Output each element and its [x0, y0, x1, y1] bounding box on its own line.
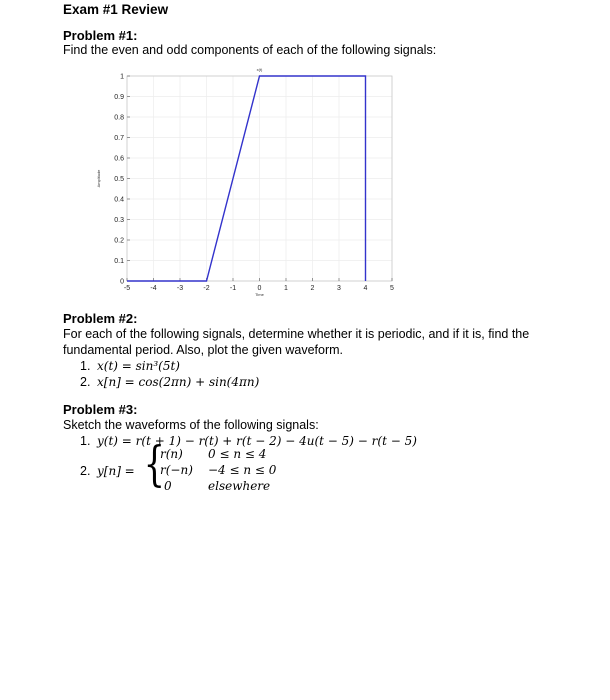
x-tick-label: 3	[337, 285, 341, 292]
x-tick-label: 2	[310, 285, 315, 292]
case-value: 0	[164, 479, 172, 493]
case-condition: −4 ≤ n ≤ 0	[208, 463, 277, 477]
math-expression: x(t) = sin³(5t)	[97, 359, 180, 373]
document-title: Exam #1 Review	[63, 2, 169, 17]
x-tick-label: 0	[257, 285, 262, 292]
y-tick-label: 0.9	[114, 94, 124, 101]
chart-title: x(t)	[256, 67, 263, 72]
x-tick-label: -4	[150, 285, 157, 292]
chart-x-label: Time	[255, 292, 264, 297]
case-value: r(−n)	[160, 463, 193, 477]
math-expression: x[n] = cos(2πn) + sin(4πn)	[97, 375, 260, 389]
y-tick-label: 0	[120, 278, 124, 286]
y-tick-label: 0.4	[114, 196, 124, 204]
y-tick-label: 0.5	[114, 176, 124, 183]
piecewise-lhs: y[n] =	[97, 464, 135, 478]
x-tick-label: -5	[123, 285, 131, 292]
problem3-text: Sketch the waveforms of the following signals:	[63, 418, 319, 432]
y-tick-label: 1	[120, 73, 124, 81]
x-tick-label: -1	[229, 285, 237, 292]
signal-chart	[92, 60, 412, 300]
y-tick-label: 0.1	[114, 258, 124, 265]
y-tick-label: 0.3	[114, 217, 124, 224]
y-tick-label: 0.2	[114, 237, 124, 245]
problem3-heading: Problem #3:	[63, 402, 138, 417]
problem3-item-2	[80, 463, 135, 479]
piecewise-brace: {	[143, 436, 165, 492]
list-number: 2.	[80, 464, 91, 478]
piecewise-case-1	[160, 447, 266, 461]
problem1-heading: Problem #1:	[63, 28, 138, 43]
math-expression: y(t) = r(t + 1) − r(t) + r(t − 2) − 4u(t − 5) − r(t − 5)	[97, 434, 417, 448]
case-condition: 0 ≤ n ≤ 4	[208, 447, 267, 461]
piecewise-case-2	[160, 463, 276, 477]
list-number: 2.	[80, 375, 91, 389]
piecewise-case-3	[160, 479, 270, 493]
list-number: 1.	[80, 359, 91, 373]
list-number: 1.	[80, 434, 91, 448]
case-condition: elsewhere	[208, 479, 271, 493]
chart-y-label: Amplitude	[96, 169, 101, 188]
x-tick-label: -2	[203, 285, 210, 292]
x-tick-label: -3	[176, 285, 184, 292]
y-tick-label: 0.6	[114, 155, 124, 163]
x-tick-label: 4	[363, 285, 368, 292]
chart-ticks	[114, 74, 394, 293]
y-tick-label: 0.7	[114, 135, 124, 142]
problem2-text: For each of the following signals, determine whether it is periodic, and if it is, find the fundamental period. Also, plot the given waveform.	[63, 327, 530, 357]
y-tick-label: 0.8	[114, 114, 124, 122]
problem2-heading: Problem #2:	[63, 311, 138, 326]
x-tick-label: 1	[284, 285, 288, 292]
problem2-item-2	[80, 374, 259, 390]
case-value: r(n)	[160, 447, 183, 461]
x-tick-label: 5	[390, 285, 394, 292]
chart-grid	[127, 76, 392, 281]
problem1-text: Find the even and odd components of each of the following signals:	[63, 43, 437, 57]
problem2-item-1	[80, 358, 180, 374]
